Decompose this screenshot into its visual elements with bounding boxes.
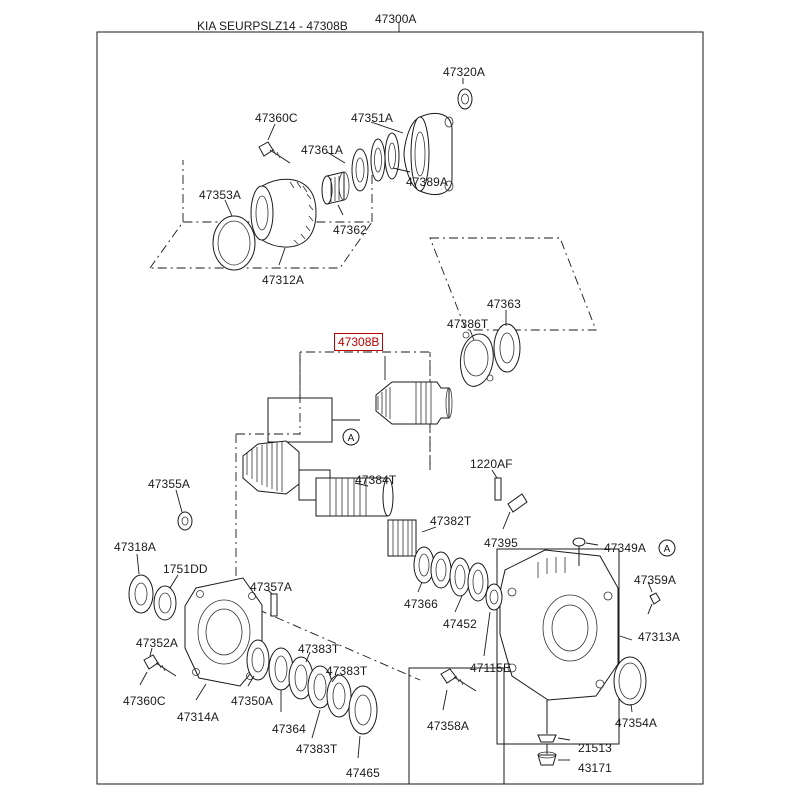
callout-47359A[interactable]: 47359A: [634, 573, 676, 587]
part-47452: [450, 558, 488, 612]
callout-43171[interactable]: 43171: [578, 761, 612, 775]
assembly-number: 47300A: [375, 12, 417, 26]
part-47465: [349, 686, 377, 758]
callout-47364[interactable]: 47364: [272, 722, 306, 736]
callout-47357A[interactable]: 47357A: [250, 580, 292, 594]
callout-47352A[interactable]: 47352A: [136, 636, 178, 650]
callout-47354A[interactable]: 47354A: [615, 716, 657, 730]
callout-1220AF[interactable]: 1220AF: [470, 457, 513, 471]
callout-47355A[interactable]: 47355A: [148, 477, 190, 491]
callout-47383T-3[interactable]: 47383T: [296, 742, 338, 756]
callout-47383T-2[interactable]: 47383T: [326, 664, 368, 678]
callout-47360C-bottom[interactable]: 47360C: [123, 694, 166, 708]
catalog-code: KIA SEURPSLZ14 - 47308B: [197, 19, 348, 33]
part-47386T: [460, 330, 493, 386]
callout-47314A[interactable]: 47314A: [177, 710, 219, 724]
callout-21513[interactable]: 21513: [578, 741, 612, 755]
callout-47386T[interactable]: 47386T: [447, 317, 489, 331]
callout-47318A[interactable]: 47318A: [114, 540, 156, 554]
callout-47362[interactable]: 47362: [333, 223, 367, 237]
part-47318A: [129, 554, 153, 613]
part-47320A: [458, 78, 472, 109]
callout-47350A[interactable]: 47350A: [231, 694, 273, 708]
callout-47452[interactable]: 47452: [443, 617, 477, 631]
callout-47351A[interactable]: 47351A: [351, 111, 393, 125]
part-1220AF: [492, 470, 501, 500]
part-47352A: [144, 648, 176, 676]
part-47308B: [376, 356, 452, 424]
part-47395: [503, 494, 527, 529]
callout-47358A[interactable]: 47358A: [427, 719, 469, 733]
part-47313A: [500, 550, 632, 700]
part-47312A: [251, 179, 316, 265]
callout-47363[interactable]: 47363: [487, 297, 521, 311]
callout-47353A[interactable]: 47353A: [199, 188, 241, 202]
callout-47383T-1[interactable]: 47383T: [298, 642, 340, 656]
part-43171: [538, 744, 570, 765]
callout-47360C-top[interactable]: 47360C: [255, 111, 298, 125]
callout-47382T[interactable]: 47382T: [430, 514, 472, 528]
callout-47313A[interactable]: 47313A: [638, 630, 680, 644]
part-21513: [538, 700, 570, 742]
part-1751DD: [154, 575, 178, 620]
callout-47465[interactable]: 47465: [346, 766, 380, 780]
part-47115E: [484, 584, 502, 656]
callout-1751DD[interactable]: 1751DD: [163, 562, 208, 576]
part-47360C-bottom: [140, 672, 147, 685]
callout-47384T[interactable]: 47384T: [355, 473, 397, 487]
section-marker-a1: [343, 429, 359, 445]
part-47366: [414, 547, 451, 592]
svg-text:A: A: [663, 544, 671, 555]
callout-47395[interactable]: 47395: [484, 536, 518, 550]
callout-47349A[interactable]: 47349A: [604, 541, 646, 555]
callout-47389A[interactable]: 47389A: [406, 175, 448, 189]
callout-47366[interactable]: 47366: [404, 597, 438, 611]
part-47363: [494, 310, 520, 372]
part-47353A: [213, 200, 255, 270]
callout-47361A[interactable]: 47361A: [301, 143, 343, 157]
part-47355A: [176, 490, 192, 530]
part-47362: [322, 172, 349, 215]
part-47360C-top: [259, 124, 290, 163]
highlighted-part-number[interactable]: 47308B: [334, 333, 383, 351]
part-47358A: [441, 669, 476, 710]
callout-47320A[interactable]: 47320A: [443, 65, 485, 79]
svg-text:A: A: [347, 433, 355, 444]
callout-47115E[interactable]: 47115E: [470, 661, 512, 675]
section-marker-a2: [659, 540, 675, 556]
callout-47312A[interactable]: 47312A: [262, 273, 304, 287]
